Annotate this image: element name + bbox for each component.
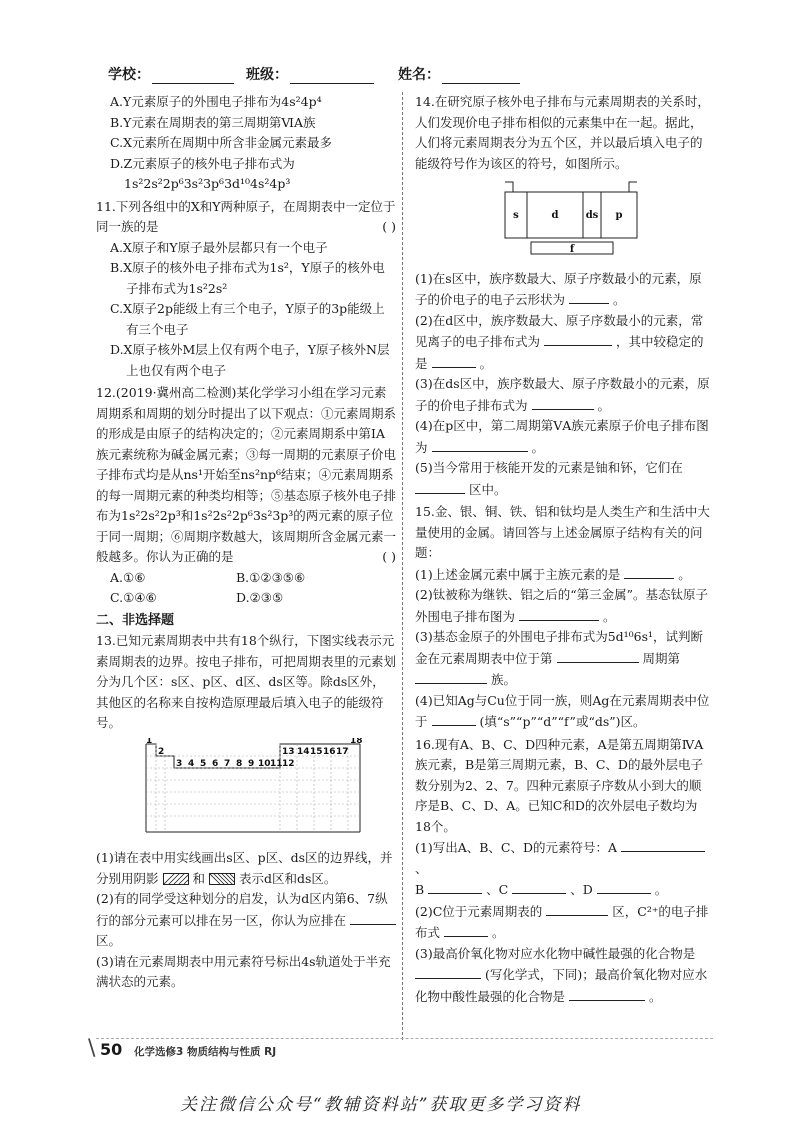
q15-sub1-text: (1)上述金属元素中属于主族元素的是 — [415, 566, 621, 582]
q15-sub3-blank-2[interactable] — [415, 669, 487, 684]
q11-answer-paren[interactable]: ( ) — [382, 219, 396, 234]
block-s-label: s — [513, 210, 519, 221]
hatch-swatch-ds-icon — [209, 873, 235, 885]
q15-sub2-text: (2)钛被称为继铁、铝之后的“第三金属”。基态钛原子外围电子排布图为 — [415, 587, 708, 624]
q13-sub1-text-a: (1)请在表中用实线画出s区、p区、ds区的边界线，并分别用阴影 — [96, 850, 393, 886]
q11-option-b: B.X原子的核外电子排布式为1s²，Y原子的核外电子排布式为1s²2s² — [110, 260, 385, 296]
q16-blank-a[interactable] — [621, 837, 705, 852]
watermark-text: 关注微信公众号“教辅资料站”获取更多学习资料 — [180, 1095, 582, 1115]
q15-sub4-text: (4)已知Ag与Cu位于同一族，则Ag在元素周期表中位于 — [415, 692, 710, 729]
q14-sub3-end: 。 — [597, 397, 610, 413]
q12-options-row1 — [96, 568, 396, 589]
q13-sub3: (3)请在元素周期表中用元素符号标出4s轨道处于半充满状态的元素。 — [96, 953, 391, 989]
q10-option-d-formula: 1s²2s²2p⁶3s²3p⁶3d¹⁰4s²4p³ — [124, 176, 291, 191]
name-label: 姓名： — [398, 67, 440, 83]
q14-block-figure — [415, 178, 713, 265]
q13-sub1-and: 和 — [192, 870, 205, 886]
group-label-4: 4 — [188, 758, 195, 769]
group-label-1: 1 — [146, 737, 153, 746]
q12-stem-text: 12.(2019·冀州高二检测)某化学学习小组在学习元素周期系和周期的划分时提出了以下观点：①元素周期系的形成是由原子的结构决定的；②元素周期系中第ⅠA族元素统称为碱金属元素；③每一周期的元素原子价电子排布式均是从ns¹开始至ns²np⁶结束；④元素周期系的每一周期元素的种类均相等；⑤基态原子核外电子排布为1s²2s²2p³和1s²2s²2p⁶3s²3p³的两元素的原子位于同一周期；⑥周期序数越大，该周期所含金属元素一般越多。你认为正确的是 — [96, 385, 397, 564]
q15-stem: 15.金、银、铜、铁、铝和钛均是人类生产和生活中大量使用的金属。请回答与上述金属原子结构有关的问题： — [415, 504, 710, 560]
group-label-14: 14 — [297, 746, 310, 757]
q13-periodic-table-figure[interactable] — [96, 738, 396, 845]
group-label-2: 2 — [158, 746, 165, 757]
block-ds-label: ds — [585, 210, 599, 221]
q12-option-c: C.①④⑥ — [110, 590, 157, 605]
group-label-12: 12 — [282, 758, 295, 769]
q13-table-svg — [130, 738, 380, 838]
q14-sub4-end: 。 — [531, 439, 544, 455]
q15-sub4 — [415, 691, 713, 733]
q12-option-a: A.①⑥ — [110, 569, 146, 585]
q14-sub2-text: (2)在d区中，族序数最大、原子序数最小的元素，常见离子的电子排布式为 — [415, 312, 704, 349]
group-label-3: 3 — [176, 758, 183, 769]
q14-sub1 — [415, 269, 713, 311]
q14-sub2 — [415, 311, 713, 375]
q15-sub1-blank[interactable] — [624, 564, 674, 579]
q15-sub3 — [415, 627, 713, 691]
page-number: 50 — [100, 1040, 123, 1059]
class-blank[interactable] — [290, 69, 374, 84]
q16-blank-b[interactable] — [428, 879, 482, 894]
q15-sub3-end: 族。 — [490, 672, 516, 687]
q11-option-a: A.X原子和Y原子最外层都只有一个电子 — [110, 239, 328, 255]
q16-sub3-mid: (写化学式，下同)；最高价氧化物对应水化物中酸性最强的化合物是 — [415, 967, 708, 1004]
q14-sub4 — [415, 416, 713, 458]
q16-sub2-blank-1[interactable] — [546, 901, 608, 916]
q14-sub4-blank[interactable] — [432, 437, 528, 452]
q16-sub2-text: (2)C位于元素周期表的 — [415, 903, 543, 919]
group-label-15: 15 — [310, 746, 323, 757]
q13-sub2-text-a: (2)有的同学受这种划分的启发，认为d区内第6、7纵行的部分元素可以排在另一区，你认为应排在 — [96, 891, 388, 928]
q14-sub1-end: 。 — [612, 292, 626, 307]
q16-sub3-text: (3)最高价氧化物对应水化物中碱性最强的化合物是 — [415, 945, 696, 961]
book-title: 化学选修3 物质结构与性质 RJ — [134, 1046, 277, 1058]
q16-sub2 — [415, 901, 713, 944]
q14-sub2-mid: ，其中较稳定的是 — [415, 334, 704, 371]
q13-sub2-blank[interactable] — [350, 910, 396, 925]
q12-stem — [96, 383, 396, 568]
group-label-11: 11 — [270, 758, 283, 769]
column-divider — [402, 92, 403, 1040]
q11-stem-text: 11.下列各组中的X和Y两种原子，在周期表中一定位于同一族的是 — [96, 198, 396, 234]
q14-sub2-end: 。 — [479, 355, 492, 371]
q16-sub1-b-label: B — [415, 882, 425, 897]
q16-sub3-blank-1[interactable] — [415, 964, 481, 979]
left-column — [96, 92, 396, 993]
q15-sub1 — [415, 564, 713, 586]
group-label-8: 8 — [236, 758, 243, 769]
q11-stem — [96, 197, 396, 238]
hatch-swatch-d-icon — [163, 873, 189, 885]
q14-sub1-blank[interactable] — [569, 289, 609, 304]
q14-sub5-end: 区中。 — [468, 481, 507, 497]
q14-sub5-blank[interactable] — [415, 479, 465, 494]
q14-sub3 — [415, 374, 713, 416]
group-label-17: 17 — [336, 746, 349, 757]
q14-sub4-text: (4)在p区中，第二周期第ⅤA族元素原子价电子排布图为 — [415, 418, 709, 455]
right-column — [415, 92, 713, 1007]
q12-options-row2 — [96, 588, 396, 609]
q14-sub1-text: (1)在s区中，族序数最大、原子序数最小的元素，原子的价电子的电子云形状为 — [415, 270, 702, 307]
block-d-label: d — [551, 210, 559, 221]
q10-option-b: B.Y元素在周期表的第三周期第ⅥA族 — [110, 114, 316, 130]
footer-divider — [96, 1038, 713, 1039]
q15-sub2-blank[interactable] — [519, 606, 599, 621]
q13-sub1-text-b: 表示d区和ds区。 — [238, 870, 337, 886]
q16-sub1 — [415, 837, 713, 901]
q15-sub2 — [415, 585, 713, 627]
q13-sub2-text-b: 区。 — [96, 933, 122, 948]
group-label-7: 7 — [224, 758, 231, 769]
q15-sub3-mid: 周期第 — [642, 650, 680, 666]
q14-sub3-text: (3)在ds区中，族序数最大、原子序数最小的元素，原子的价电子排布式为 — [415, 376, 710, 413]
q14-sub3-blank[interactable] — [532, 395, 594, 410]
q15-sub4-blank[interactable] — [432, 711, 476, 726]
school-blank[interactable] — [152, 69, 234, 84]
q16-sub1-sep: 、 — [415, 860, 428, 876]
q13-sub2 — [96, 889, 396, 952]
q16-sub3-end: 。 — [648, 988, 662, 1004]
q16-sub1-d-label: 、D — [570, 882, 593, 897]
q14-blocks-svg — [465, 178, 665, 258]
q14-sub5-text: (5)当今常用于核能开发的元素是铀和钚，它们在 — [415, 460, 683, 475]
q16-sub1-text: (1)写出A、B、C、D的元素符号：A — [415, 840, 618, 855]
q14-sub2-blank-2[interactable] — [432, 353, 476, 368]
q10-option-d: D.Z元素原子的核外电子排布式为 — [110, 155, 295, 171]
name-field[interactable] — [398, 64, 520, 84]
q15-sub1-end: 。 — [678, 566, 691, 582]
q16-sub1-end: 。 — [654, 882, 668, 897]
header-bar — [108, 64, 708, 86]
q16-stem: 16.现有A、B、C、D四种元素，A是第五周期第ⅣA族元素，B是第三周期元素，B、C、D的最外层电子数分别为2、2、7。四种元素原子序数从小到大的顺序是B、C、D、A。已知C和D的次外层电子数均为18个。 — [415, 736, 704, 834]
block-f-label: f — [569, 244, 575, 255]
q11-option-d: D.X原子核外M层上仅有两个电子，Y原子核外N层上也仅有两个电子 — [110, 342, 390, 378]
q16-sub3 — [415, 944, 713, 1008]
q16-sub3-blank-2[interactable] — [569, 986, 645, 1001]
q16-blank-c[interactable] — [512, 879, 566, 894]
q12-option-d: D.②③⑤ — [236, 590, 284, 605]
q11-option-c: C.X原子2p能级上有三个电子，Y原子的3p能级上有三个电子 — [110, 301, 385, 337]
q14-stem: 14.在研究原子核外电子排布与元素周期表的关系时，人们发现价电子排布相似的元素集中在一起。据此，人们将元素周期表分为五个区，并以最后填入电子的能级符号作为该区的符号，如图所示。 — [415, 94, 710, 171]
q14-sub2-blank-1[interactable] — [544, 331, 612, 346]
q15-sub3-text: (3)基态金原子的外围电子排布式为5d¹⁰6s¹，试判断金在元素周期表中位于第 — [415, 629, 704, 666]
q14-sub5 — [415, 458, 713, 500]
class-field[interactable] — [246, 64, 374, 84]
q10-option-c: C.X元素所在周期中所含非金属元素最多 — [110, 135, 332, 150]
group-label-5: 5 — [200, 758, 207, 769]
group-label-9: 9 — [248, 758, 255, 769]
group-label-18: 18 — [350, 737, 363, 746]
q13-stem: 13.已知元素周期表中共有18个纵行，下图实线表示元素周期表的边界。按电子排布，可把周期表里的元素划分为几个区：s区、p区、d区、ds区等。除ds区外，其他区的名称来自按构造原理最后填入电子的能级符号。 — [96, 633, 397, 730]
block-p-label: p — [615, 210, 623, 221]
q15-sub4-end: (填“s”“p”“d”“f”或“ds”)区。 — [479, 714, 646, 729]
section-title: 二、非选择题 — [96, 612, 175, 628]
q16-sub2-blank-2[interactable] — [444, 922, 488, 937]
school-label: 学校： — [108, 67, 150, 83]
group-label-13: 13 — [282, 746, 295, 757]
group-label-10: 10 — [258, 758, 271, 769]
class-label: 班级： — [246, 67, 288, 83]
q16-sub2-end: 。 — [491, 925, 505, 940]
q12-answer-paren[interactable]: ( ) — [382, 549, 396, 564]
name-blank[interactable] — [442, 69, 520, 84]
group-label-6: 6 — [212, 758, 219, 769]
q16-sub2-mid: 区，C²⁺的电子排布式 — [415, 903, 709, 940]
q12-option-b: B.①②③⑤⑥ — [236, 569, 306, 585]
group-label-16: 16 — [323, 746, 336, 757]
q10-option-a: A.Y元素原子的外围电子排布为4s²4p⁴ — [110, 94, 322, 109]
q16-sub1-c-label: 、C — [486, 882, 509, 897]
q16-blank-d[interactable] — [597, 879, 651, 894]
school-field[interactable] — [108, 64, 234, 84]
q13-sub1 — [96, 848, 396, 889]
q15-sub2-end: 。 — [602, 608, 616, 624]
footer-slash-icon: \ — [88, 1036, 96, 1061]
q15-sub3-blank-1[interactable] — [557, 648, 639, 663]
